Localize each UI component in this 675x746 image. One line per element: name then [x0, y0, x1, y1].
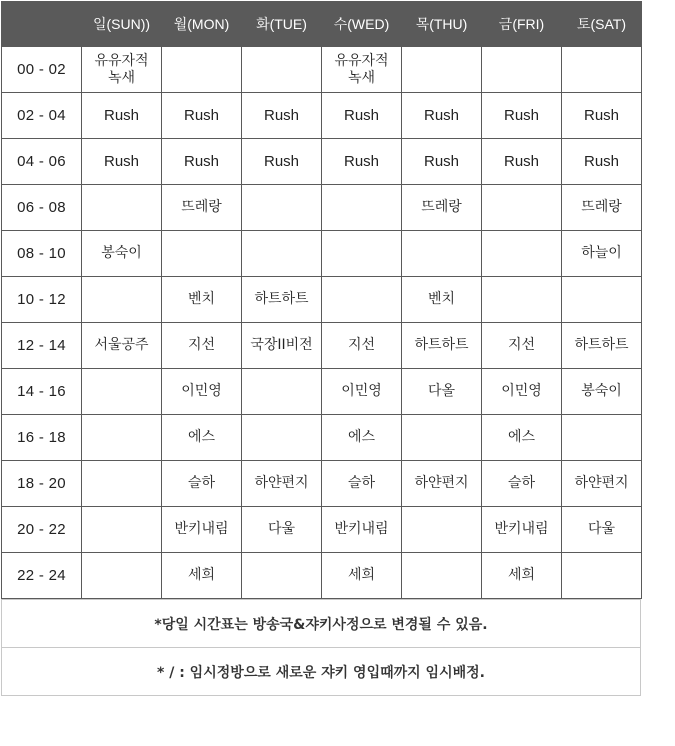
program-cell-tue: 다울: [242, 507, 322, 553]
time-slot-label: 20 - 22: [2, 507, 82, 553]
program-cell-sun: [82, 369, 162, 415]
note-temporary-assignment: * / : 임시정방으로 새로운 쟈키 영입때까지 임시배정.: [2, 648, 641, 696]
program-cell-mon: [162, 231, 242, 277]
program-cell-sat: 봉숙이: [562, 369, 642, 415]
program-cell-sun: [82, 461, 162, 507]
schedule-row: [2, 231, 642, 277]
program-cell-wed: 유유자적 녹새: [322, 47, 402, 93]
notes-table: [1, 599, 641, 696]
program-cell-wed: Rush: [322, 139, 402, 185]
program-cell-fri: 에스: [482, 415, 562, 461]
program-cell-thu: Rush: [402, 139, 482, 185]
program-cell-tue: [242, 553, 322, 599]
program-cell-sat: Rush: [562, 139, 642, 185]
program-cell-wed: 세희: [322, 553, 402, 599]
day-header-sat: 토(SAT): [562, 2, 642, 47]
time-slot-label: 22 - 24: [2, 553, 82, 599]
program-cell-mon: 세희: [162, 553, 242, 599]
program-cell-sun: [82, 415, 162, 461]
schedule-table: [1, 1, 642, 599]
day-header-fri: 금(FRI): [482, 2, 562, 47]
note-row: [2, 600, 641, 648]
header-row: [2, 2, 642, 47]
program-cell-mon: 에스: [162, 415, 242, 461]
program-cell-sat: [562, 553, 642, 599]
program-cell-fri: 지선: [482, 323, 562, 369]
program-cell-tue: [242, 231, 322, 277]
schedule-row: [2, 139, 642, 185]
note-schedule-change: *당일 시간표는 방송국&쟈키사정으로 변경될 수 있음.: [2, 600, 641, 648]
program-cell-mon: 벤치: [162, 277, 242, 323]
program-cell-thu: 벤치: [402, 277, 482, 323]
program-cell-tue: 하트하트: [242, 277, 322, 323]
program-cell-mon: 지선: [162, 323, 242, 369]
program-cell-thu: [402, 553, 482, 599]
program-cell-sun: [82, 185, 162, 231]
program-cell-tue: 국장II비전: [242, 323, 322, 369]
program-cell-wed: 지선: [322, 323, 402, 369]
program-cell-thu: [402, 507, 482, 553]
program-cell-thu: [402, 47, 482, 93]
day-header-thu: 목(THU): [402, 2, 482, 47]
program-cell-mon: Rush: [162, 93, 242, 139]
schedule-row: [2, 369, 642, 415]
program-cell-fri: 이민영: [482, 369, 562, 415]
schedule-row: [2, 553, 642, 599]
program-cell-fri: Rush: [482, 93, 562, 139]
program-cell-wed: 슬하: [322, 461, 402, 507]
program-cell-sat: Rush: [562, 93, 642, 139]
schedule-row: [2, 277, 642, 323]
program-cell-mon: 슬하: [162, 461, 242, 507]
program-cell-fri: 슬하: [482, 461, 562, 507]
day-header-tue: 화(TUE): [242, 2, 322, 47]
note-row: [2, 648, 641, 696]
program-cell-thu: [402, 415, 482, 461]
day-header-wed: 수(WED): [322, 2, 402, 47]
program-cell-wed: 반키내림: [322, 507, 402, 553]
program-cell-thu: Rush: [402, 93, 482, 139]
time-slot-label: 12 - 14: [2, 323, 82, 369]
program-cell-sun: 유유자적 녹새: [82, 47, 162, 93]
time-slot-label: 04 - 06: [2, 139, 82, 185]
time-slot-label: 06 - 08: [2, 185, 82, 231]
program-cell-sat: 하얀편지: [562, 461, 642, 507]
program-cell-sat: 다울: [562, 507, 642, 553]
program-cell-sun: Rush: [82, 93, 162, 139]
program-cell-thu: 뜨레랑: [402, 185, 482, 231]
program-cell-sun: Rush: [82, 139, 162, 185]
time-slot-label: 16 - 18: [2, 415, 82, 461]
time-slot-label: 02 - 04: [2, 93, 82, 139]
schedule-row: [2, 93, 642, 139]
day-header-mon: 월(MON): [162, 2, 242, 47]
program-cell-fri: [482, 47, 562, 93]
program-cell-fri: [482, 231, 562, 277]
program-cell-sat: 하늘이: [562, 231, 642, 277]
program-cell-tue: Rush: [242, 139, 322, 185]
program-cell-thu: 하얀편지: [402, 461, 482, 507]
program-cell-mon: 이민영: [162, 369, 242, 415]
program-cell-tue: [242, 369, 322, 415]
program-cell-sun: [82, 553, 162, 599]
program-cell-sun: [82, 507, 162, 553]
time-slot-label: 08 - 10: [2, 231, 82, 277]
program-cell-wed: [322, 185, 402, 231]
program-cell-fri: Rush: [482, 139, 562, 185]
schedule-row: [2, 47, 642, 93]
day-header-sun: 일(SUN)): [82, 2, 162, 47]
program-cell-mon: Rush: [162, 139, 242, 185]
program-cell-sun: 봉숙이: [82, 231, 162, 277]
time-slot-label: 18 - 20: [2, 461, 82, 507]
time-slot-label: 10 - 12: [2, 277, 82, 323]
program-cell-thu: 다올: [402, 369, 482, 415]
corner-header: [2, 2, 82, 47]
program-cell-fri: [482, 277, 562, 323]
time-slot-label: 14 - 16: [2, 369, 82, 415]
schedule-row: [2, 461, 642, 507]
program-cell-fri: 반키내림: [482, 507, 562, 553]
program-cell-wed: Rush: [322, 93, 402, 139]
schedule-row: [2, 507, 642, 553]
program-cell-mon: [162, 47, 242, 93]
program-cell-sat: [562, 415, 642, 461]
schedule-row: [2, 415, 642, 461]
program-cell-wed: 이민영: [322, 369, 402, 415]
program-cell-sat: [562, 47, 642, 93]
program-cell-thu: [402, 231, 482, 277]
program-cell-mon: 반키내림: [162, 507, 242, 553]
program-cell-wed: 에스: [322, 415, 402, 461]
program-cell-sun: [82, 277, 162, 323]
program-cell-fri: 세희: [482, 553, 562, 599]
schedule-row: [2, 323, 642, 369]
program-cell-tue: 하얀편지: [242, 461, 322, 507]
program-cell-tue: [242, 415, 322, 461]
schedule-row: [2, 185, 642, 231]
time-slot-label: 00 - 02: [2, 47, 82, 93]
program-cell-thu: 하트하트: [402, 323, 482, 369]
program-cell-tue: Rush: [242, 93, 322, 139]
program-cell-sat: 하트하트: [562, 323, 642, 369]
program-cell-mon: 뜨레랑: [162, 185, 242, 231]
program-cell-sun: 서울공주: [82, 323, 162, 369]
program-cell-wed: [322, 231, 402, 277]
program-cell-tue: [242, 185, 322, 231]
program-cell-fri: [482, 185, 562, 231]
program-cell-sat: 뜨레랑: [562, 185, 642, 231]
program-cell-wed: [322, 277, 402, 323]
program-cell-tue: [242, 47, 322, 93]
program-cell-sat: [562, 277, 642, 323]
